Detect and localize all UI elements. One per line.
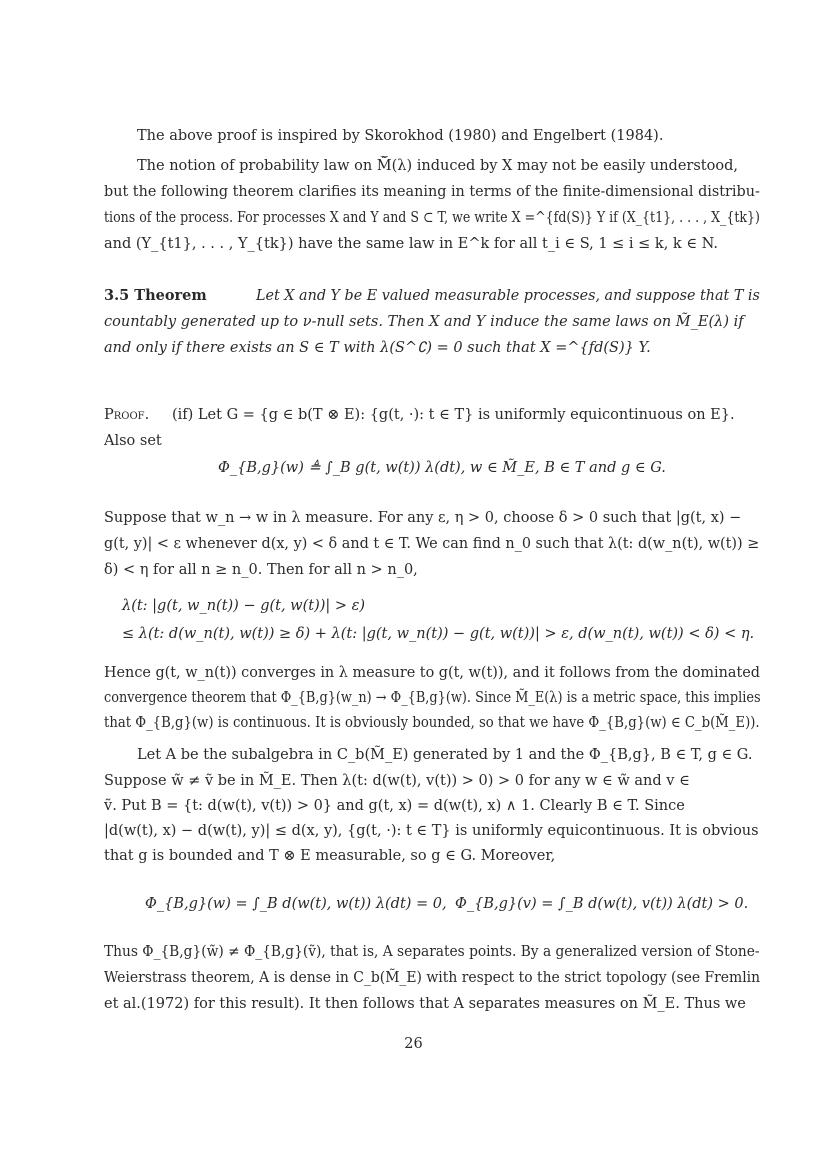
paragraph-line: Weierstrass theorem, A is dense in C_b(M̃_E) with respect to the strict topology (see Fremlin xyxy=(104,970,761,986)
paragraph-line: The notion of probability law on M̃̅(λ) induced by X may not be easily understood, xyxy=(137,158,738,174)
paragraph-line: Thus Φ_{B,g}(w̃) ≠ Φ_{B,g}(ṽ), that is, A separates points. By a generalized version of Stone- xyxy=(104,944,760,960)
theorem-line: Let X and Y be E valued measurable processes, and suppose that T is xyxy=(256,288,760,304)
display-equation: Φ_{B,g}(v) = ∫_B d(w(t), v(t)) λ(dt) > 0. xyxy=(455,896,749,912)
paragraph-line: tions of the process. For processes X and Y and S ⊂ T, we write X =^{fd(S)} Y if (X_{t1}, . . . , X_{tk}) xyxy=(104,210,760,226)
paragraph-line: and (Y_{t1}, . . . , Y_{tk}) have the same law in E^k for all t_i ∈ S, 1 ≤ i ≤ k, k ∈ N. xyxy=(104,236,719,252)
paragraph-line: |d(w(t), x) − d(w(t), y)| ≤ d(x, y), {g(t, ·): t ∈ T} is uniformly equicontinuous. It is obvious xyxy=(104,823,759,839)
theorem-label: 3.5 Theorem xyxy=(104,287,207,304)
paragraph-line: Let A be the subalgebra in C_b(M̃_E) generated by 1 and the Φ_{B,g}, B ∈ T, g ∈ G. xyxy=(137,747,753,763)
paragraph-line: but the following theorem clarifies its meaning in terms of the finite-dimensional distribu- xyxy=(104,184,760,200)
theorem-line: countably generated up to ν-null sets. Then X and Y induce the same laws on M̃_E(λ) if xyxy=(104,314,744,330)
paragraph-line: Suppose that w_n → w in λ measure. For any ε, η > 0, choose δ > 0 such that |g(t, x) − xyxy=(104,510,742,526)
paragraph-line: that Φ_{B,g}(w) is continuous. It is obviously bounded, so that we have Φ_{B,g}(w) ∈ C_b(M̃_E)). xyxy=(104,715,760,731)
paragraph-line: δ) < η for all n ≥ n_0. Then for all n > n_0, xyxy=(104,562,418,578)
page-number: 26 xyxy=(404,1036,423,1052)
display-equation: λ(t: |g(t, w_n(t)) − g(t, w(t))| > ε) xyxy=(122,598,366,614)
paragraph-line: The above proof is inspired by Skorokhod (1980) and Engelbert (1984). xyxy=(137,128,664,144)
display-equation: Φ_{B,g}(w) = ∫_B d(w(t), w(t)) λ(dt) = 0, xyxy=(145,896,447,912)
display-equation: ≤ λ(t: d(w_n(t), w(t)) ≥ δ) + λ(t: |g(t, w_n(t)) − g(t, w(t))| > ε, d(w_n(t), w(t)) < δ) < η. xyxy=(122,626,755,642)
paragraph-line: g(t, y)| < ε whenever d(x, y) < δ and t ∈ T. We can find n_0 such that λ(t: d(w_n(t), w(t)) ≥ xyxy=(104,536,760,552)
display-equation: Φ_{B,g}(w) ≜ ∫_B g(t, w(t)) λ(dt), w ∈ M̃_E, B ∈ T and g ∈ G. xyxy=(218,460,666,476)
proof-label: Proof. xyxy=(104,407,150,423)
proof-line: Also set xyxy=(104,433,162,449)
paragraph-line: et al.(1972) for this result). It then follows that A separates measures on M̃_E. Thus we xyxy=(104,996,746,1012)
paragraph-line: Hence g(t, w_n(t)) converges in λ measure to g(t, w(t)), and it follows from the dominated xyxy=(104,665,760,681)
proof-line: (if) Let G = {g ∈ b(T ⊗ E): {g(t, ·): t ∈ T} is uniformly equicontinuous on E}. xyxy=(172,407,735,423)
theorem-line: and only if there exists an S ∈ T with λ(S^∁) = 0 such that X =^{fd(S)} Y. xyxy=(104,340,651,356)
paragraph-line: convergence theorem that Φ_{B,g}(w_n) → Φ_{B,g}(w). Since M̃_E(λ) is a metric space, this implies xyxy=(104,690,761,706)
paragraph-line: Suppose w̃ ≠ ṽ be in M̃_E. Then λ(t: d(w(t), v(t)) > 0) > 0 for any w ∈ w̃ and v ∈ xyxy=(104,773,690,789)
paragraph-line: that g is bounded and T ⊗ E measurable, so g ∈ G. Moreover, xyxy=(104,848,556,864)
paragraph-line: ṽ. Put B = {t: d(w(t), v(t)) > 0} and g(t, x) = d(w(t), x) ∧ 1. Clearly B ∈ T. Since xyxy=(104,798,685,814)
